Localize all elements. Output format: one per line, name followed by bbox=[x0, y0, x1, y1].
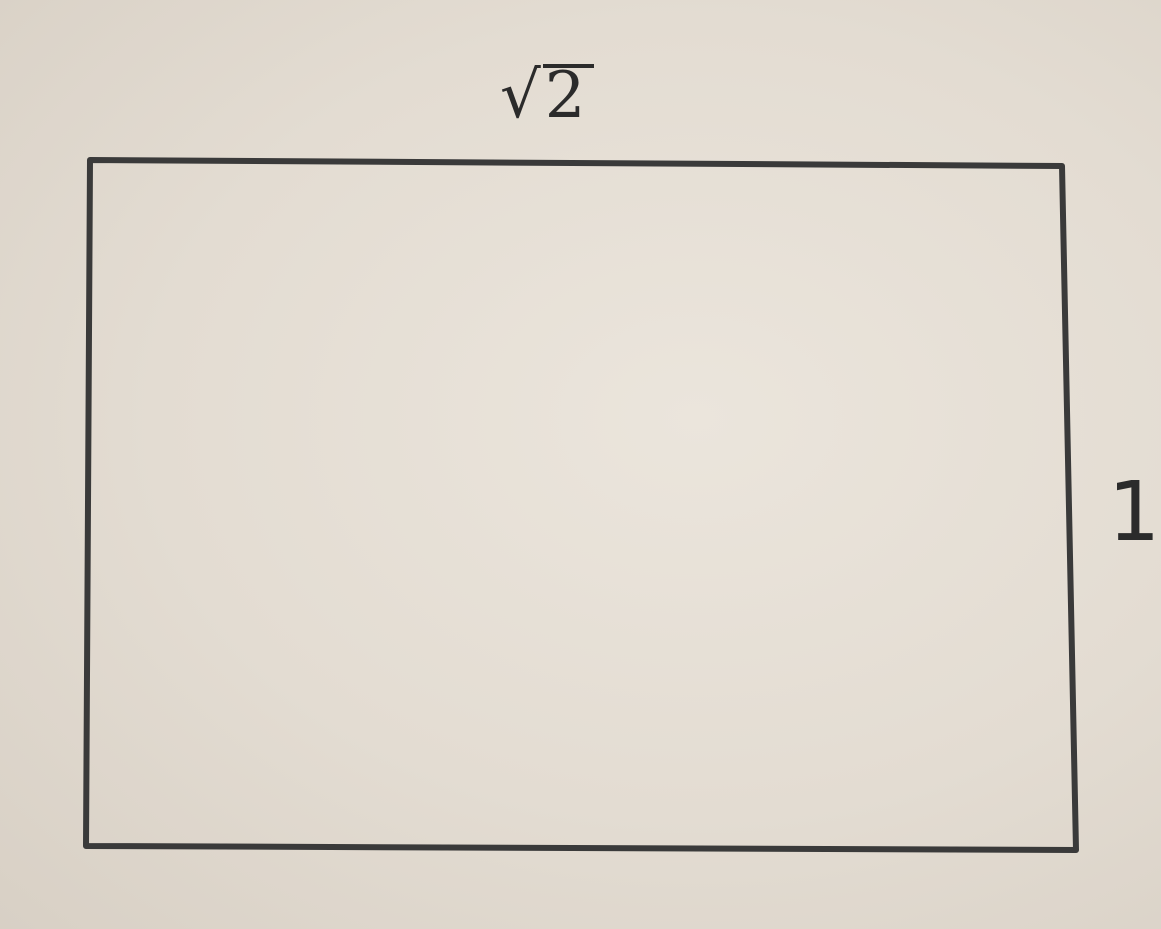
right-side-label: 1 bbox=[1108, 465, 1161, 560]
radical-sign: √ bbox=[500, 59, 543, 133]
rectangle-outline bbox=[86, 160, 1076, 850]
radicand-value: 2 bbox=[543, 64, 594, 126]
top-side-label bbox=[500, 59, 594, 133]
